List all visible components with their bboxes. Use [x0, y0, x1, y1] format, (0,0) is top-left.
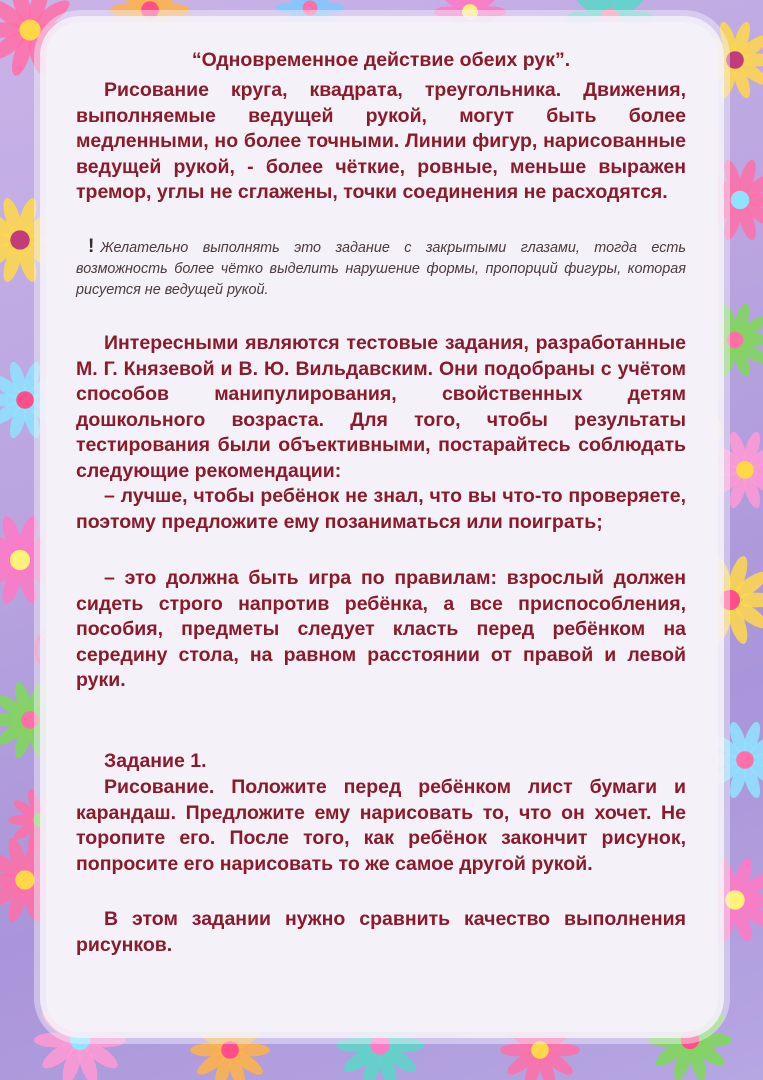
note-text: Желательно выполнять это задание с закрытыми глазами, тогда есть возможность более чётко выделить нарушение формы, пропорций фигуры, которая рисуется не ведущей рукой.: [76, 240, 686, 298]
task-description: Рисование. Положите перед ребёнком лист бумаги и карандаш. Предложите ему нарисовать то, что он хочет. Не торопите его. После того, как ребёнок закончит рисунок, попросите его нарисовать то же самое другой рукой.: [76, 776, 686, 875]
paragraph-drawing-shapes: Рисование круга, квадрата, треугольника. Движения, выполняемые ведущей рукой, могут быть более медленными, но более точными. Линии фигур, нарисованные ведущей рукой, - более чёткие, ровные, меньше выражен тремор, углы не сглажены, точки соединения не расходятся.: [76, 79, 686, 204]
recommendation-2: – это должна быть игра по правилам: взрослый должен сидеть строго напротив ребёнка, а все приспособления, пособия, предметы следует класть перед ребёнком на середину стола, на равном расстоянии от правой и левой руки.: [76, 567, 686, 692]
paragraph-tests-intro: Интересными являются тестовые задания, разработанные М. Г. Князевой и В. Ю. Вильдавским. Они подобраны с учётом способов манипулирования, свойственных детям дошкольного возраста. Для того, чтобы результаты тестирования были объективными, постарайтесь соблюдать следующие рекомендации:: [76, 332, 686, 482]
section-title: “Одновременное действие обеих рук”.: [191, 49, 571, 71]
note-paragraph: [76, 236, 686, 301]
exclamation-icon: !: [88, 236, 95, 257]
recommendation-1: – лучше, чтобы ребёнок не знал, что вы что-то проверяете, поэтому предложите ему позаниматься или поиграть;: [76, 485, 686, 533]
task-heading: Задание 1.: [104, 750, 207, 772]
task-conclusion: В этом задании нужно сравнить качество выполнения рисунков.: [76, 908, 686, 956]
